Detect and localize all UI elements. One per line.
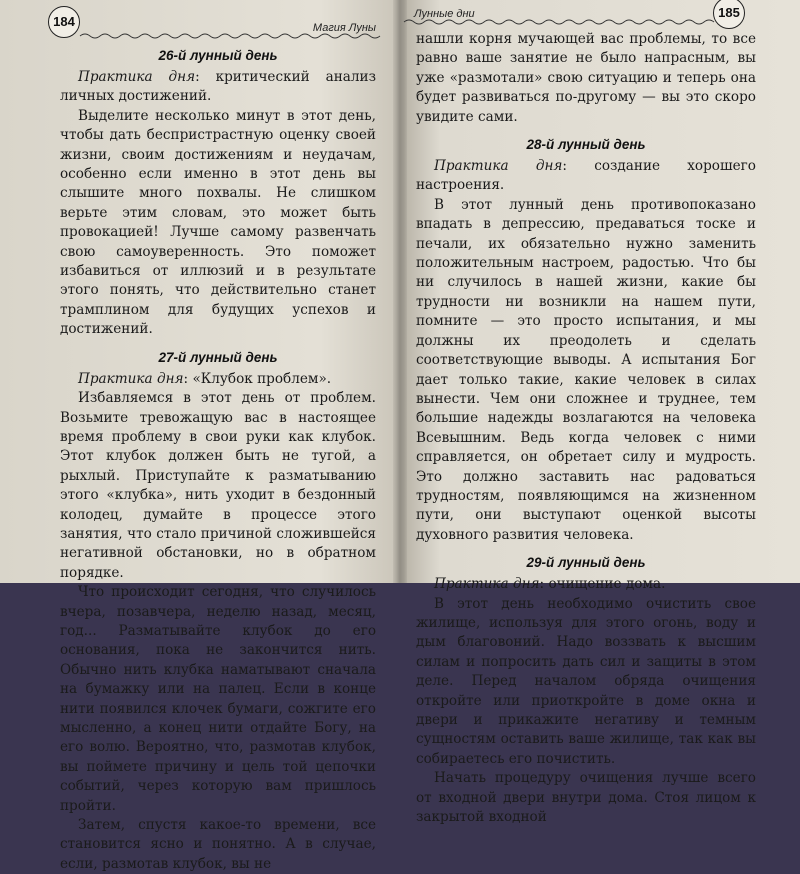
running-head: Магия Луны bbox=[312, 22, 376, 34]
paragraph: Что происходит сегодня, что случилось вчера, позавчера, неделю назад, месяц, год... Разматывайте клубок до его основания, пока не закончится нить. Обычно нить клубка наматывают сначала на бумажку или на палец. Если в конце нити появился клочек бумаги, сожгите его мысленно, а конец нити отдайте Богу, на его волю. Вероятно, что, размотав клубок, вы поймете причину и цель той цепочки событий, через которую вам пришлось пройти. bbox=[60, 584, 376, 814]
practice-label: Практика дня bbox=[434, 576, 540, 593]
paragraph: Затем, спустя какое-то времени, все становится ясно и понятно. А в случае, если, размотав клубок, вы не bbox=[60, 817, 376, 872]
practice-line bbox=[416, 575, 756, 594]
paragraph: В этот лунный день противопоказано впадать в депрессию, предаваться тоске и печали, их обязательно нужно заменить положительным настроем, радостью. Что бы ни случилось в нашей жизни, какие бы трудности ни возникли на нашем пути, помните — это просто испытания, и мы должны их преодолеть и сделать соответствующие выводы. А испытания Бог дает только такие, какие человек в силах вынести. Чем они сложнее и труднее, тем большие надежды возлагаются на человека Всевышним. Ведь когда человек с ними справляется, он обретает силу и мудрость. Это должно заставить нас радоваться трудностям, появляющимся на жизненном пути, они выступают оценкой высоты духовного развития человека. bbox=[416, 196, 756, 543]
practice-label: Практика дня bbox=[434, 158, 563, 175]
section-heading: 27-й лунный день bbox=[158, 349, 278, 365]
practice-text: : критический анализ личных достижений. bbox=[60, 69, 376, 105]
text-column bbox=[60, 44, 376, 874]
paragraph: Начать процедуру очищения лучше всего от входной двери внутри дома. Стоя лицом к закрытой входной bbox=[416, 770, 756, 826]
page-number: 184 bbox=[48, 6, 80, 38]
section-heading: 26-й лунный день bbox=[158, 48, 278, 63]
paragraph: Избавляемся в этот день от проблем. Возьмите тревожащую вас в настоящее время проблему в свои руки как клубок. Этот клубок должен быть не тугой, а рыхлый. Приступайте к разматыванию этого «клубка», нить уходит в бездонный колодец, думайте в процессе этого занятия, что стало причиной сложившейся негативной обстановки, но в обратном порядке. bbox=[60, 390, 376, 581]
practice-text: : очищение дома. bbox=[539, 576, 666, 593]
practice-line bbox=[416, 157, 756, 196]
text-column bbox=[416, 30, 756, 827]
left-page bbox=[0, 0, 396, 872]
practice-label: Практика дня bbox=[78, 69, 196, 85]
section-heading: 28-й лунный день bbox=[526, 137, 646, 153]
section-heading: 29-й лунный день bbox=[526, 555, 646, 571]
paragraph: нашли корня мучающей вас проблемы, то все равно ваше занятие не было напрасным, вы уже «размотали» свою ситуацию и теперь она будет развиваться по-другому — вы это скоро увидите сами. bbox=[416, 31, 756, 125]
paragraph: В этот день необходимо очистить свое жилище, используя для этого огонь, воду и дым благовоний. Надо воззвать к высшим силам и попросить дать сил и защиты в этом деле. Перед началом обряда очищения откройте или приоткройте в доме окна и двери и прикажите негативу и темным сущностям оставить ваше жилище, так как вы собираетесь его почистить. bbox=[416, 595, 756, 767]
practice-text: : создание хорошего настроения. bbox=[416, 158, 756, 194]
decorative-wave-rule bbox=[404, 18, 709, 26]
running-head: Лунные дни bbox=[414, 8, 475, 20]
right-page bbox=[404, 0, 800, 826]
practice-line bbox=[60, 68, 376, 107]
practice-line bbox=[60, 370, 376, 389]
practice-label: Практика дня bbox=[78, 370, 184, 387]
practice-text: : «Клубок проблем». bbox=[183, 370, 332, 387]
page-number: 185 bbox=[713, 0, 745, 29]
paragraph: Выделите несколько минут в этот день, чтобы дать беспристрастную оценку своей жизни, своим достижениям и неудачам, особенно если именно в этот день вы слышите много похвалы. Не слишком верьте этим словам, это может быть провокацией! Лучше самому развенчать свою самоуверенность. Это поможет избавиться от иллюзий и в результате этого понять, что действительно станет трамплином для будущих успехов и достижений. bbox=[60, 107, 376, 338]
